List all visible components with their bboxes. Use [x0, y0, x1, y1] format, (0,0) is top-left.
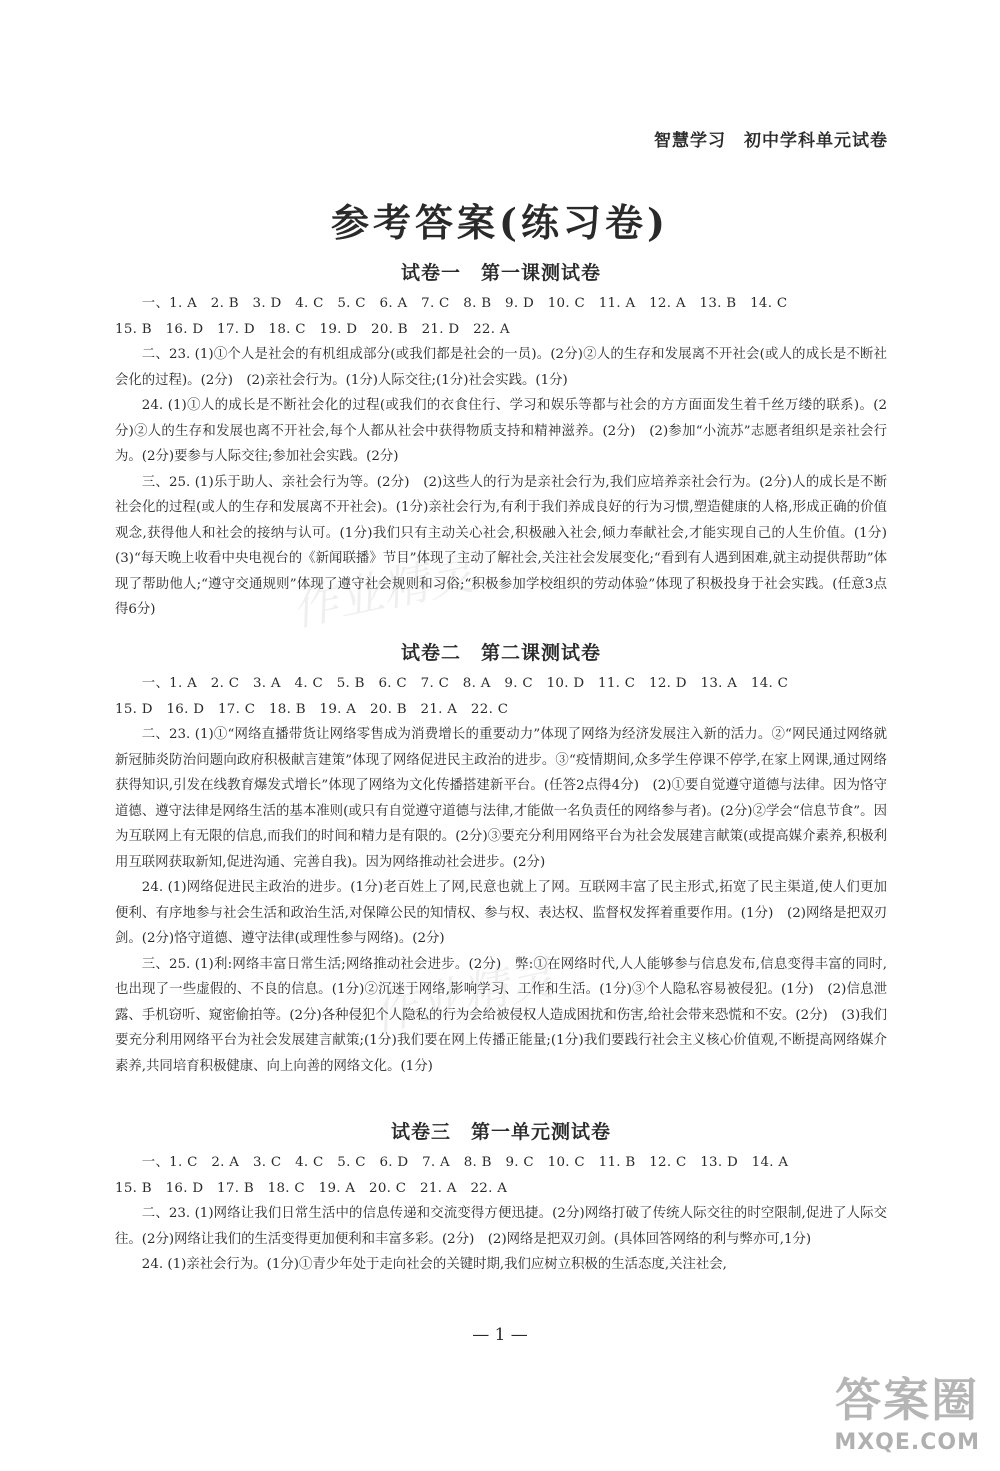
section-3 [115, 1117, 887, 1278]
answer-paragraph: 二、23. (1)①“网络直播带货让网络零售成为消费增长的重要动力”体现了网络为经济发展注入新的活力。②“网民通过网络就新冠肺炎防治问题向政府积极献言建策”体现了网络促进民主政治的进步。③“疫情期间,众多学生停课不停学,在家上网课,通过网络获得知识,引发在线教育爆发式增长”体现了网络为文化传播搭建新平台。(任答2点得4分) (2)①要自觉遵守道德与法律。因为恪守道德、遵守法律是网络生活的基本准则(或只有自觉遵守道德与法律,才能做一名负责任的网络参与者)。(2分)②学会“信息节食”。因为互联网上有无限的信息,而我们的时间和精力是有限的。(2分)③要充分利用网络平台为社会发展建言献策(或提高媒介素养,积极利用互联网获取新知,促进沟通、完善自我)。因为网络推动社会进步。(2分) [115, 727, 887, 870]
answer-paragraph: 三、25. (1)利:网络丰富日常生活;网络推动社会进步。(2分) 弊:①在网络时代,人人能够参与信息发布,信息变得丰富的同时,也出现了一些虚假的、不良的信息。(1分)②沉迷于网络,影响学习、工作和生活。(1分)③个人隐私容易被侵犯。(1分) (2)信息泄露、手机窃听、窥密偷拍等。(2分)各种侵犯个人隐私的行为会给被侵权人造成困扰和伤害,给社会带来恐慌和不安。(2分) (3)我们要充分利用网络平台为社会发展建言献策;(1分)我们要在网上传播正能量;(1分)我们要践行社会主义核心价值观,不断提高网络媒介素养,共同培育积极健康、向上向善的网络文化。(1分) [115, 956, 887, 1074]
answer-paragraph: 二、23. (1)网络让我们日常生活中的信息传递和交流变得方便迅捷。(2分)网络打破了传统人际交往的时空限制,促进了人际交往。(2分)网络让我们的生活变得更加便利和丰富多彩。(2分) (2)网络是把双刃剑。(具体回答网络的利与弊亦可,1分) [115, 1206, 887, 1247]
header-series-title: 智慧学习 初中学科单元试卷 [654, 131, 888, 151]
watermark: 作业精灵 [367, 950, 559, 1042]
section-1 [115, 258, 901, 623]
section-title: 试卷三 第一单元测试卷 [390, 1121, 611, 1143]
mc-answers-line: 一、1. C 2. A 3. C 4. C 5. C 6. D 7. A 8. B 9. C 10. C 11. B 12. C 13. D 14. A [141, 1155, 789, 1170]
mc-answers-line: 一、1. A 2. C 3. A 4. C 5. B 6. C 7. C 8. A 9. C 10. D 11. C 12. D 13. A 14. C [141, 676, 789, 691]
watermark: 作业精灵 [287, 545, 479, 637]
site-logo [834, 1364, 980, 1455]
mc-answers-line: 15. B 16. D 17. D 18. C 19. D 20. B 21. D 22. A [115, 321, 510, 337]
site-logo-domain: MXQE.COM [834, 1430, 980, 1455]
page-number: — 1 — [472, 1325, 528, 1345]
mc-answers-line: 一、1. A 2. B 3. D 4. C 5. C 6. A 7. C 8. B 9. D 10. C 11. A 12. A 13. B 14. C [141, 296, 788, 311]
answer-paragraph: 24. (1)网络促进民主政治的进步。(1分)老百姓上了网,民意也就上了网。互联网丰富了民主形式,拓宽了民主渠道,使人们更加便利、有序地参与社会生活和政治生活,对保障公民的知情权、参与权、表达权、监督权发挥着重要作用。(1分) (2)网络是把双刃剑。(2分)恪守道德、遵守法律(或理性参与网络)。(2分) [115, 880, 887, 946]
answer-paragraph: 三、25. (1)乐于助人、亲社会行为等。(2分) (2)这些人的行为是亲社会行为,我们应培养亲社会行为。(2分)人的成长是不断社会化的过程(或人的生存和发展离不开社会)。(1分)亲社会行为,有利于我们养成良好的行为习惯,塑造健康的人格,形成正确的价值观念,获得他人和社会的接纳与认可。(1分)我们只有主动关心社会,积极融入社会,倾力奉献社会,才能实现自己的人生价值。(1分) (3)“每天晚上收看中央电视台的《新闻联播》节目”体现了主动了解社会,关注社会发展变化;“看到有人遇到困难,就主动提供帮助”体现了帮助他人;“遵守交通规则”体现了遵守社会规则和习俗;“积极参加学校组织的劳动体验”体现了积极投身于社会实践。(任意3点得6分) [115, 474, 901, 617]
mc-answers-line: 15. D 16. D 17. C 18. B 19. A 20. B 21. A 22. C [115, 701, 509, 717]
section-title: 试卷二 第二课测试卷 [400, 642, 601, 664]
mc-answers-line: 15. B 16. D 17. B 18. C 19. A 20. C 21. A 22. A [115, 1180, 508, 1196]
answer-paragraph: 24. (1)亲社会行为。(1分)①青少年处于走向社会的关键时期,我们应树立积极的生活态度,关注社会, [141, 1257, 727, 1272]
answer-paragraph: 24. (1)①人的成长是不断社会化的过程(或我们的衣食住行、学习和娱乐等都与社会的方方面面发生着千丝万缕的联系)。(2分)②人的生存和发展也离不开社会,每个人都从社会中获得物质支持和精神滋养。(2分) (2)参加“小流苏”志愿者组织是亲社会行为。(2分)要参与人际交往;参加社会实践。(2分) [115, 398, 887, 464]
site-logo-text: 答案圈 [835, 1373, 980, 1427]
section-title: 试卷一 第一课测试卷 [400, 262, 601, 284]
page-title: 参考答案(练习卷) [331, 200, 669, 245]
answer-paragraph: 二、23. (1)①个人是社会的有机组成部分(或我们都是社会的一员)。(2分)②人的生存和发展离不开社会(或人的成长是不断社会化的过程)。(2分) (2)亲社会行为。(1分)人际交往;(1分)社会实践。(1分) [115, 347, 887, 388]
